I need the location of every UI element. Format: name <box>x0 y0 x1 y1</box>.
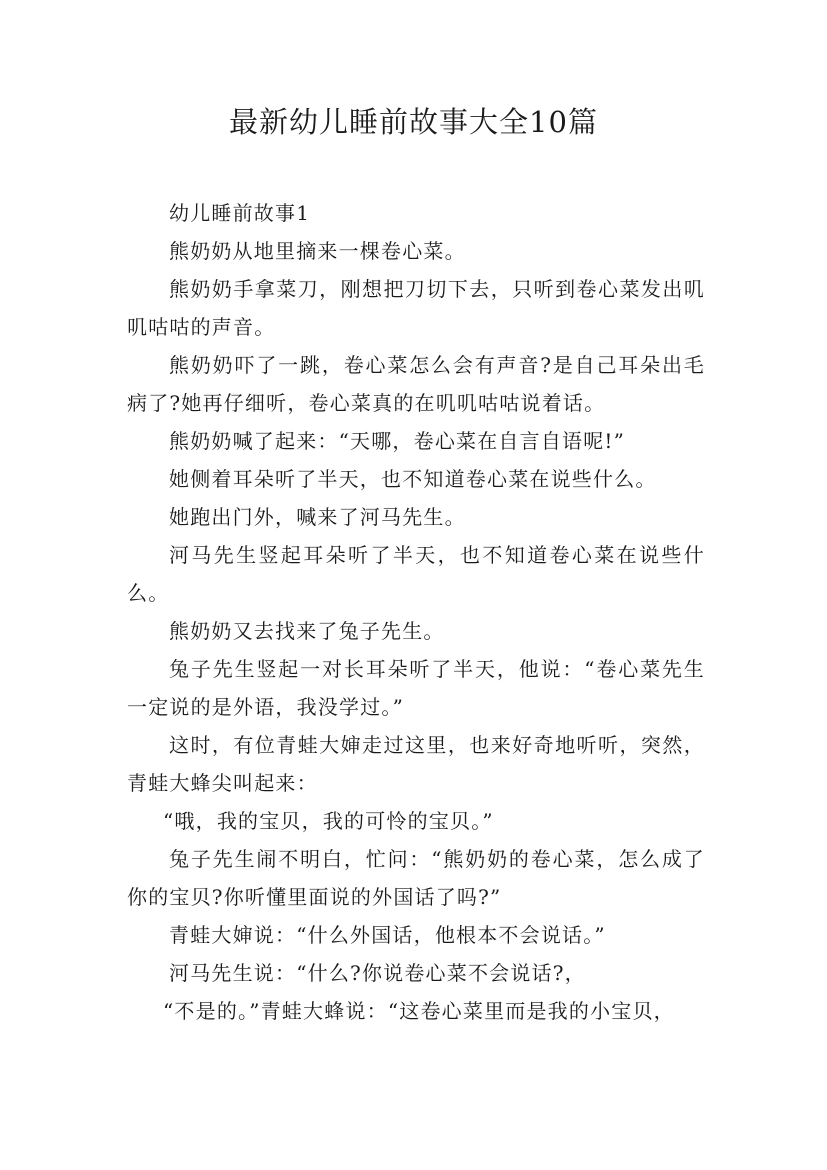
paragraph: 河马先生说：“什么?你说卷心菜不会说话?， <box>169 961 586 985</box>
paragraph: 兔子先生竖起一对长耳朵听了半天，他说：“卷心菜先生一定说的是外语，我没学过。” <box>127 657 705 719</box>
paragraph: 兔子先生闹不明白，忙问：“熊奶奶的卷心菜，怎么成了你的宝贝?你听懂里面说的外国话了吗?” <box>127 847 705 909</box>
paragraph: 她侧着耳朵听了半天，也不知道卷心菜在说些什么。 <box>169 467 657 491</box>
story-heading: 幼儿睡前故事1 <box>169 201 311 225</box>
paragraph: 熊奶奶吓了一跳，卷心菜怎么会有声音?是自己耳朵出毛病了?她再仔细听，卷心菜真的在叽叽咕咕说着话。 <box>127 353 705 415</box>
paragraph: 青蛙大婶说：“什么外国话，他根本不会说话。” <box>169 923 606 947</box>
paragraph: “不是的。”青蛙大蜂说：“这卷心菜里而是我的小宝贝， <box>163 999 675 1023</box>
paragraph: 熊奶奶又去找来了兔子先生。 <box>169 619 445 643</box>
paragraph: 熊奶奶手拿菜刀，刚想把刀切下去，只听到卷心菜发出叽叽咕咕的声音。 <box>127 277 705 339</box>
paragraph: 这时，有位青蛙大婶走过这里，也来好奇地听听，突然，青蛙大蜂尖叫起来： <box>127 733 705 795</box>
document-title: 最新幼儿睡前故事大全10篇 <box>229 105 598 139</box>
paragraph: 她跑出门外，喊来了河马先生。 <box>169 505 466 529</box>
story-body <box>127 194 705 1030</box>
paragraph: 熊奶奶喊了起来：“天哪，卷心菜在自言自语呢!” <box>169 429 626 453</box>
paragraph: “哦，我的宝贝，我的可怜的宝贝。” <box>163 809 494 833</box>
paragraph: 河马先生竖起耳朵听了半天，也不知道卷心菜在说些什么。 <box>127 543 705 605</box>
paragraph: 熊奶奶从地里摘来一棵卷心菜。 <box>169 239 466 263</box>
